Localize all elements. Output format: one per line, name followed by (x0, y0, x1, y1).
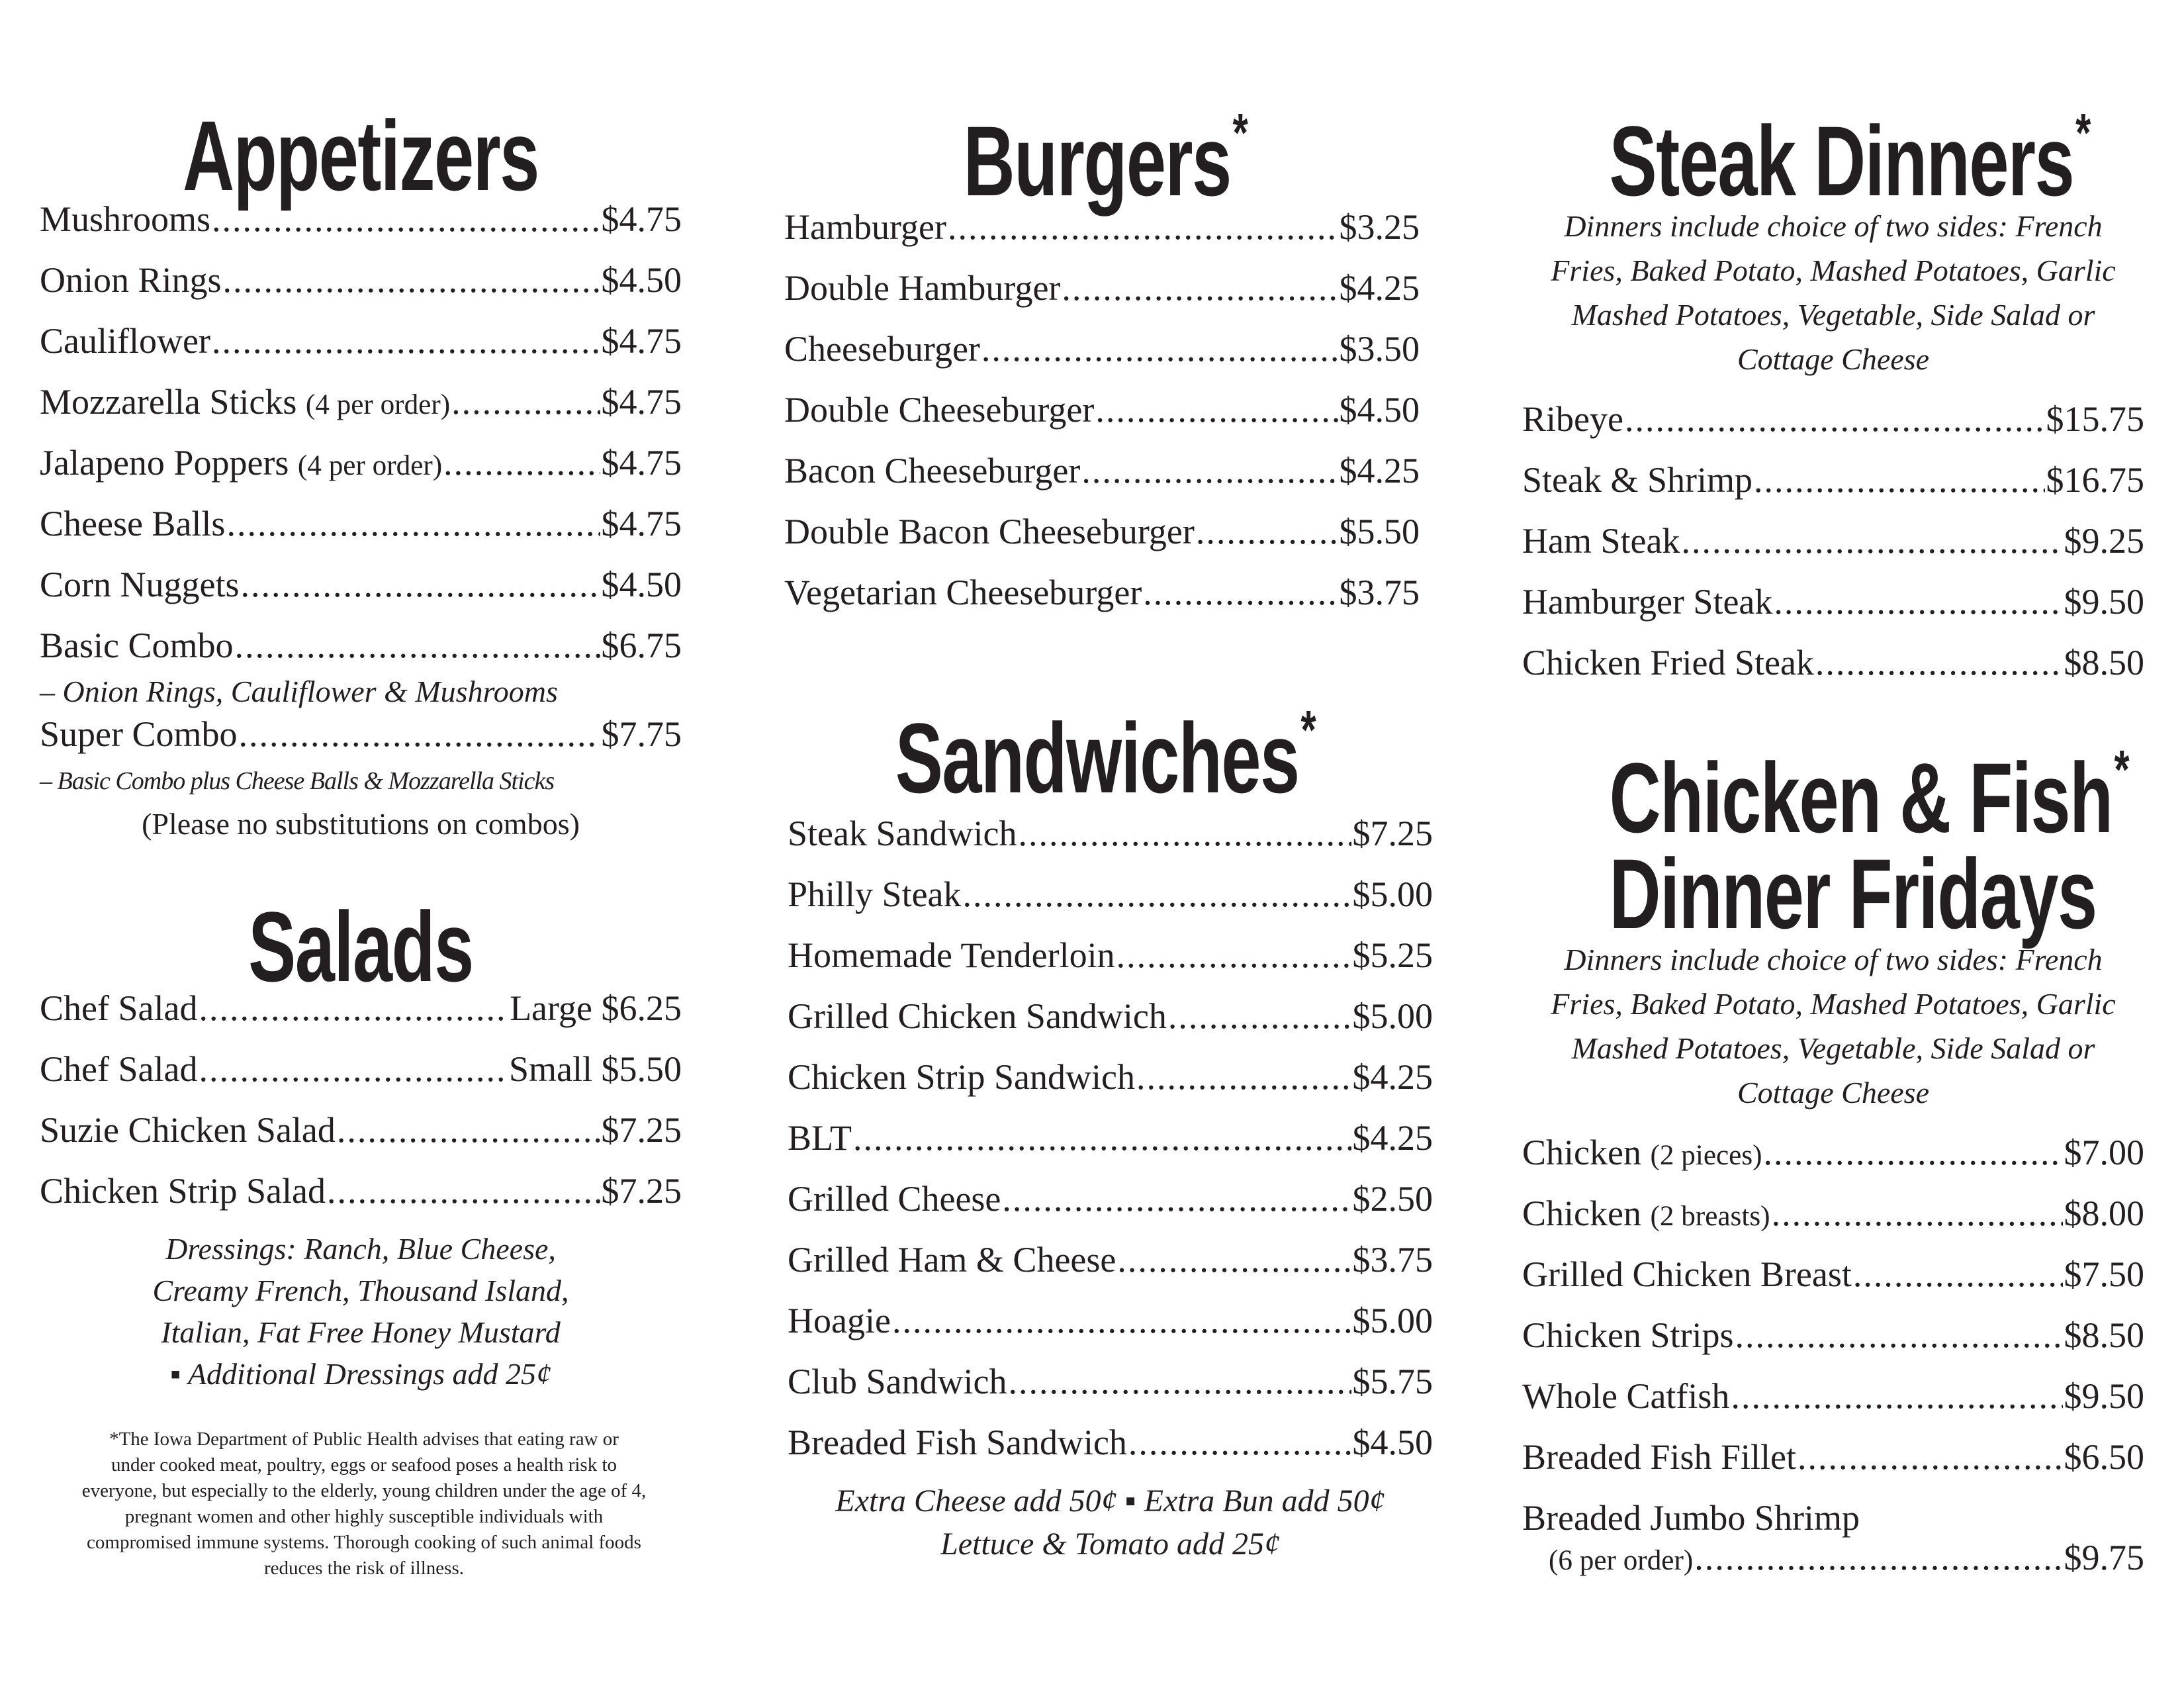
health-disclaimer (46, 1427, 682, 1581)
menu-item: Steak & Shrimp ..... $16.75 (1522, 459, 2144, 500)
menu-item: Grilled Cheese ..... $2.50 (788, 1178, 1433, 1219)
menu-item: Whole Catfish ..... $9.50 (1522, 1376, 2144, 1417)
menu-item: Homemade Tenderloin ..... $5.25 (788, 935, 1433, 976)
menu-item: Club Sandwich ..... $5.75 (788, 1361, 1433, 1402)
menu-item: Bacon Cheeseburger ..... $4.25 (784, 450, 1420, 491)
menu-item: Hamburger Steak ..... $9.50 (1522, 581, 2144, 622)
sandwich-extras: Lettuce & Tomato add 25¢ (940, 1526, 1280, 1562)
chicken-fish-heading: Chicken & Fish* (1609, 739, 2129, 853)
menu-item: Grilled Ham & Cheese ..... $3.75 (788, 1239, 1433, 1280)
sides-note: Mashed Potatoes, Vegetable, Side Salad or (1571, 298, 2095, 332)
menu-item: Super Combo ..... $7.75 (40, 714, 682, 755)
steak-heading: Steak Dinners* (1609, 102, 2090, 216)
sandwich-extras: Extra Cheese add 50¢ ▪ Extra Bun add 50¢ (835, 1483, 1385, 1519)
menu-item: Ham Steak ..... $9.25 (1522, 520, 2144, 561)
menu-item: Double Hamburger ..... $4.25 (784, 267, 1420, 308)
menu-item: Basic Combo ..... $6.75 (40, 625, 682, 666)
menu-item: Suzie Chicken Salad ..... $7.25 (40, 1109, 682, 1150)
salads-heading: Salads (248, 891, 473, 1002)
menu-item: Chicken (2 breasts) ..... $8.00 (1522, 1193, 2144, 1234)
menu-item: Breaded Fish Fillet ..... $6.50 (1522, 1436, 2144, 1477)
appetizers-heading: Appetizers (183, 100, 539, 211)
disclaimer-line: under cooked meat, poultry, eggs or seafood poses a health risk to (111, 1454, 617, 1476)
menu-item: Double Cheeseburger ..... $4.50 (784, 389, 1420, 430)
dressings-note: Dressings: Ranch, Blue Cheese, (165, 1232, 556, 1266)
dressings-note: Creamy French, Thousand Island, (152, 1274, 569, 1307)
sandwiches-heading: Sandwiches* (895, 699, 1316, 814)
disclaimer-line: compromised immune systems. Thorough cooking of such animal foods (87, 1532, 641, 1553)
menu-item: BLT ..... $4.25 (788, 1117, 1433, 1158)
menu-item: Cheese Balls ..... $4.75 (40, 503, 682, 544)
menu-item-name: Breaded Jumbo Shrimp (1522, 1498, 1860, 1538)
combo-note: (Please no substitutions on combos) (142, 807, 580, 841)
menu-item: Chicken Strips ..... $8.50 (1522, 1315, 2144, 1356)
menu-item: Onion Rings ..... $4.50 (40, 259, 682, 301)
sides-note: Mashed Potatoes, Vegetable, Side Salad or (1571, 1031, 2095, 1065)
menu-item: Vegetarian Cheeseburger ..... $3.75 (784, 572, 1420, 613)
sides-note: Dinners include choice of two sides: French (1564, 943, 2103, 976)
menu-item: Chicken Fried Steak ..... $8.50 (1522, 642, 2144, 683)
menu-item: Chicken Strip Sandwich ..... $4.25 (788, 1056, 1433, 1098)
sides-note: Cottage Cheese (1737, 1076, 1929, 1109)
menu-item: Hamburger ..... $3.25 (784, 207, 1420, 248)
sides-note: Cottage Cheese (1737, 342, 1929, 376)
sides-note: Fries, Baked Potato, Mashed Potatoes, Garlic (1551, 254, 2116, 287)
sides-note: Fries, Baked Potato, Mashed Potatoes, Garlic (1551, 987, 2116, 1021)
menu-item: Chef Salad ..... Large $6.25 (40, 988, 682, 1029)
dressings-note: ▪ Additional Dressings add 25¢ (169, 1357, 551, 1391)
burgers-heading: Burgers* (963, 102, 1248, 216)
menu-item: Philly Steak ..... $5.00 (788, 874, 1433, 915)
disclaimer-line: pregnant women and other highly susceptible individuals with (124, 1506, 604, 1527)
combo-description: – Onion Rings, Cauliflower & Mushrooms (40, 675, 558, 708)
menu-item: Chicken Strip Salad ..... $7.25 (40, 1170, 682, 1211)
menu-item: Ribeye ..... $15.75 (1522, 399, 2144, 440)
menu-item: (6 per order) ..... $9.75 (1549, 1537, 2144, 1578)
menu-item: Chicken (2 pieces) ..... $7.00 (1522, 1132, 2144, 1173)
menu-item: Steak Sandwich ..... $7.25 (788, 813, 1433, 854)
menu-item: Jalapeno Poppers (4 per order) ..... $4.75 (40, 442, 682, 483)
combo-description: – Basic Combo plus Cheese Balls & Mozzarella Sticks (40, 767, 555, 795)
menu-item: Hoagie ..... $5.00 (788, 1300, 1433, 1341)
menu-item: Cauliflower ..... $4.75 (40, 320, 682, 361)
menu-item: Double Bacon Cheeseburger ..... $5.50 (784, 511, 1420, 552)
disclaimer-line: reduces the risk of illness. (263, 1558, 464, 1579)
chicken-fish-subheading: Dinner Fridays (1609, 838, 2097, 949)
menu-item: Mozzarella Sticks (4 per order) ..... $4.75 (40, 381, 682, 422)
sides-note: Dinners include choice of two sides: French (1564, 209, 2103, 243)
menu-item: Mushrooms ..... $4.75 (40, 199, 682, 240)
menu-item: Grilled Chicken Sandwich ..... $5.00 (788, 996, 1433, 1037)
menu-item: Cheeseburger ..... $3.50 (784, 328, 1420, 369)
dressings-note: Italian, Fat Free Honey Mustard (161, 1315, 561, 1349)
menu-item: Grilled Chicken Breast ..... $7.50 (1522, 1254, 2144, 1295)
menu-item: Corn Nuggets ..... $4.50 (40, 564, 682, 605)
disclaimer-line: everyone, but especially to the elderly, young children under the age of 4, (81, 1480, 647, 1501)
disclaimer-line: *The Iowa Department of Public Health advises that eating raw or (109, 1429, 619, 1450)
menu-item: Breaded Fish Sandwich ..... $4.50 (788, 1422, 1433, 1463)
menu-item: Chef Salad ..... Small $5.50 (40, 1049, 682, 1090)
